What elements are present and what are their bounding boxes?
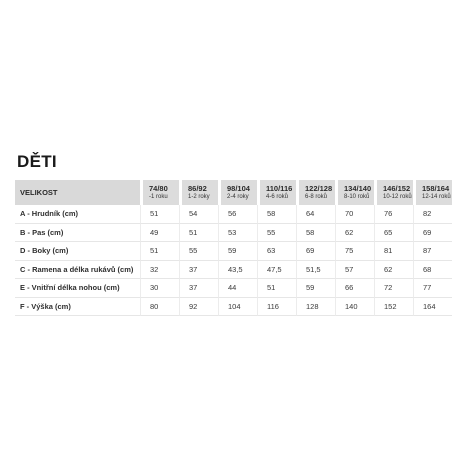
table-cell: 51 xyxy=(179,224,218,243)
measurement-label: A - Hrudník (cm) xyxy=(15,205,140,224)
table-cell: 55 xyxy=(257,224,296,243)
table-cell: 59 xyxy=(296,279,335,298)
measurement-label: E - Vnitřní délka nohou (cm) xyxy=(15,279,140,298)
table-cell: 53 xyxy=(218,224,257,243)
table-cell: 55 xyxy=(179,242,218,261)
table-cell: 62 xyxy=(374,261,413,280)
table-cell: 77 xyxy=(413,279,452,298)
table-cell: 44 xyxy=(218,279,257,298)
age-range: 4-6 roků xyxy=(266,193,289,200)
size-column-header xyxy=(257,180,296,205)
table-row xyxy=(15,224,452,243)
table-cell: 65 xyxy=(374,224,413,243)
size-column-header xyxy=(335,180,374,205)
table-cell: 51 xyxy=(257,279,296,298)
age-range: 8-10 roků xyxy=(344,193,370,200)
table-cell: 140 xyxy=(335,298,374,317)
table-row xyxy=(15,298,452,317)
size-value: 122/128 xyxy=(305,183,333,193)
table-cell: 58 xyxy=(296,224,335,243)
table-cell: 116 xyxy=(257,298,296,317)
table-header-row xyxy=(15,180,452,205)
size-value: 74/80 xyxy=(149,183,168,193)
age-range: 2-4 roky xyxy=(227,193,249,200)
table-cell: 37 xyxy=(179,261,218,280)
table-cell: 68 xyxy=(413,261,452,280)
table-cell: 80 xyxy=(140,298,179,317)
size-column-header xyxy=(296,180,335,205)
size-column-header xyxy=(140,180,179,205)
table-row xyxy=(15,279,452,298)
table-cell: 70 xyxy=(335,205,374,224)
table-row xyxy=(15,261,452,280)
size-value: 158/164 xyxy=(422,183,450,193)
header-size-label: VELIKOST xyxy=(15,180,140,205)
size-column-header xyxy=(218,180,257,205)
size-column-header xyxy=(374,180,413,205)
table-cell: 32 xyxy=(140,261,179,280)
table-cell: 76 xyxy=(374,205,413,224)
age-range: 12-14 roků xyxy=(422,193,451,200)
measurement-label: F - Výška (cm) xyxy=(15,298,140,317)
size-chart-table xyxy=(15,180,452,316)
table-row xyxy=(15,242,452,261)
table-cell: 87 xyxy=(413,242,452,261)
table-cell: 54 xyxy=(179,205,218,224)
table-cell: 63 xyxy=(257,242,296,261)
table-cell: 75 xyxy=(335,242,374,261)
table-cell: 58 xyxy=(257,205,296,224)
table-cell: 56 xyxy=(218,205,257,224)
table-cell: 30 xyxy=(140,279,179,298)
measurement-label: D - Boky (cm) xyxy=(15,242,140,261)
table-cell: 66 xyxy=(335,279,374,298)
age-range: 10-12 roků xyxy=(383,193,412,200)
table-cell: 49 xyxy=(140,224,179,243)
table-cell: 43,5 xyxy=(218,261,257,280)
table-cell: 69 xyxy=(296,242,335,261)
table-cell: 92 xyxy=(179,298,218,317)
table-cell: 82 xyxy=(413,205,452,224)
size-value: 86/92 xyxy=(188,183,207,193)
table-cell: 47,5 xyxy=(257,261,296,280)
page-title: DĚTI xyxy=(17,152,57,171)
table-cell: 152 xyxy=(374,298,413,317)
size-value: 134/140 xyxy=(344,183,372,193)
table-cell: 62 xyxy=(335,224,374,243)
age-range: 6-8 roků xyxy=(305,193,328,200)
size-value: 110/116 xyxy=(266,183,293,193)
table-cell: 69 xyxy=(413,224,452,243)
measurement-label: B - Pas (cm) xyxy=(15,224,140,243)
size-column-header xyxy=(179,180,218,205)
age-range: 1-2 roky xyxy=(188,193,210,200)
table-cell: 37 xyxy=(179,279,218,298)
table-cell: 51,5 xyxy=(296,261,335,280)
size-column-header xyxy=(413,180,452,205)
table-cell: 128 xyxy=(296,298,335,317)
table-cell: 59 xyxy=(218,242,257,261)
table-cell: 164 xyxy=(413,298,452,317)
age-range: -1 roku xyxy=(149,193,168,200)
table-cell: 81 xyxy=(374,242,413,261)
table-cell: 104 xyxy=(218,298,257,317)
table-cell: 64 xyxy=(296,205,335,224)
table-cell: 57 xyxy=(335,261,374,280)
table-cell: 72 xyxy=(374,279,413,298)
measurement-label: C - Ramena a délka rukávů (cm) xyxy=(15,261,140,280)
table-row xyxy=(15,205,452,224)
size-value: 146/152 xyxy=(383,183,411,193)
table-cell: 51 xyxy=(140,242,179,261)
table-cell: 51 xyxy=(140,205,179,224)
size-value: 98/104 xyxy=(227,183,250,193)
